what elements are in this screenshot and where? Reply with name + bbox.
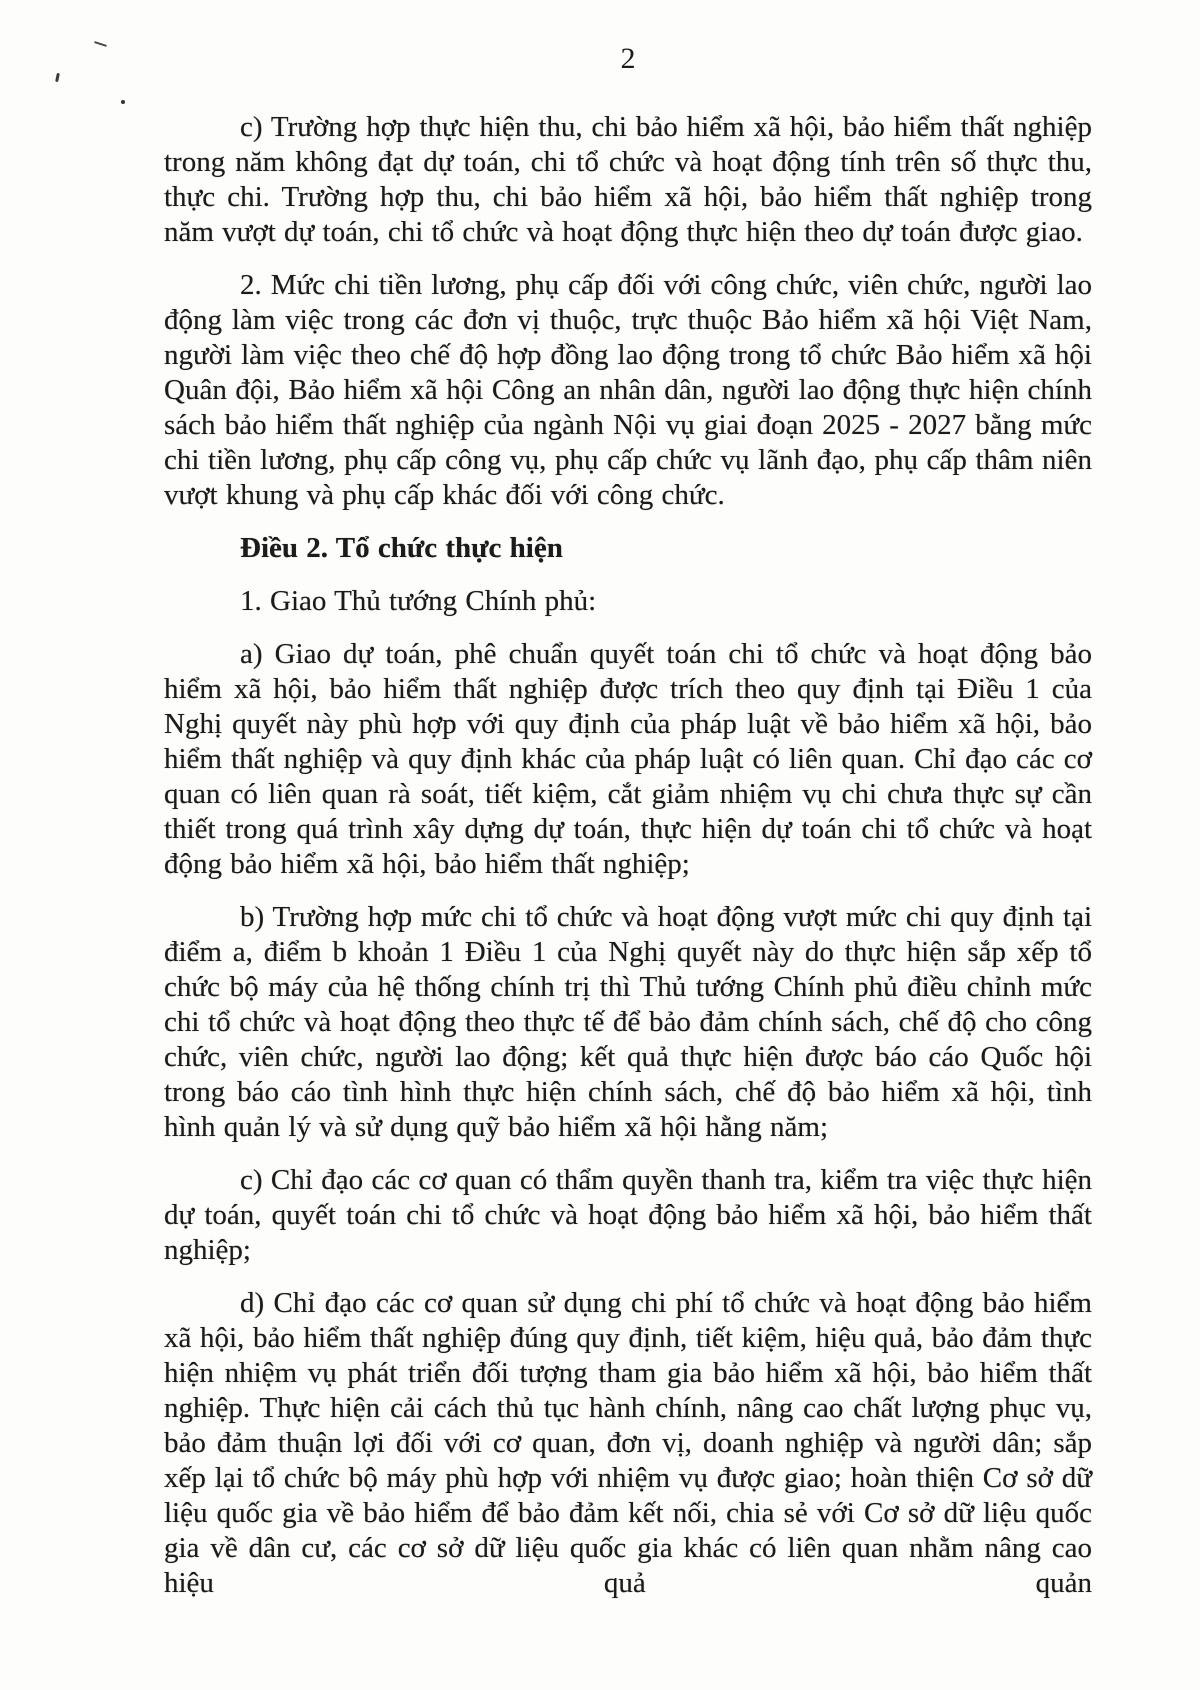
scan-artifact xyxy=(94,41,107,47)
paragraph-article2-point-b: b) Trường hợp mức chi tổ chức và hoạt động vượt mức chi quy định tại điểm a, điểm b khoản 1 Điều 1 của Nghị quyết này do thực hiện sắp xếp tổ chức bộ máy của hệ thống chính trị thì Thủ tướng Chính phủ điều chỉnh mức chi tổ chức và hoạt động theo thực tế để bảo đảm chính sách, chế độ cho công chức, viên chức, người lao động; kết quả thực hiện được báo cáo Quốc hội trong báo cáo tình hình thực hiện chính sách, chế độ bảo hiểm xã hội, tình hình quản lý và sử dụng quỹ bảo hiểm xã hội hằng năm; xyxy=(164,901,1092,1143)
paragraph-article1-point-c: c) Trường hợp thực hiện thu, chi bảo hiểm xã hội, bảo hiểm thất nghiệp trong năm không đạt dự toán, chi tổ chức và hoạt động tính trên số thực thu, thực chi. Trường hợp thu, chi bảo hiểm xã hội, bảo hiểm thất nghiệp trong năm vượt dự toán, chi tổ chức và hoạt động thực hiện theo dự toán được giao. xyxy=(164,111,1092,248)
document-body xyxy=(164,110,1092,1619)
paragraph-article1-clause-2: 2. Mức chi tiền lương, phụ cấp đối với công chức, viên chức, người lao động làm việc trong các đơn vị thuộc, trực thuộc Bảo hiểm xã hội Việt Nam, người làm việc theo chế độ hợp đồng lao động trong tổ chức Bảo hiểm xã hội Quân đội, Bảo hiểm xã hội Công an nhân dân, người lao động thực hiện chính sách bảo hiểm thất nghiệp của ngành Nội vụ giai đoạn 2025 - 2027 bằng mức chi tiền lương, phụ cấp công vụ, phụ cấp chức vụ lãnh đạo, phụ cấp thâm niên vượt khung và phụ cấp khác đối với công chức. xyxy=(164,269,1092,511)
scan-artifact xyxy=(55,73,60,82)
paragraph-article2-point-c: c) Chỉ đạo các cơ quan có thẩm quyền thanh tra, kiểm tra việc thực hiện dự toán, quyết toán chi tổ chức và hoạt động bảo hiểm xã hội, bảo hiểm thất nghiệp; xyxy=(164,1164,1092,1266)
paragraph-article2-point-a: a) Giao dự toán, phê chuẩn quyết toán chi tổ chức và hoạt động bảo hiểm xã hội, bảo hiểm thất nghiệp được trích theo quy định tại Điều 1 của Nghị quyết này phù hợp với quy định của pháp luật về bảo hiểm xã hội, bảo hiểm thất nghiệp và quy định khác của pháp luật có liên quan. Chỉ đạo các cơ quan có liên quan rà soát, tiết kiệm, cắt giảm nhiệm vụ chi chưa thực sự cần thiết trong quá trình xây dựng dự toán, thực hiện dự toán chi tổ chức và hoạt động bảo hiểm xã hội, bảo hiểm thất nghiệp; xyxy=(164,638,1092,880)
scan-artifact xyxy=(121,100,125,104)
paragraph-article2-clause-1: 1. Giao Thủ tướng Chính phủ: xyxy=(240,585,597,617)
page-number: 2 xyxy=(620,42,636,75)
article-2-heading: Điều 2. Tổ chức thực hiện xyxy=(240,532,563,564)
paragraph-article2-point-d: d) Chỉ đạo các cơ quan sử dụng chi phí tổ chức và hoạt động bảo hiểm xã hội, bảo hiểm thất nghiệp đúng quy định, tiết kiệm, hiệu quả, bảo đảm thực hiện nhiệm vụ phát triển đối tượng tham gia bảo hiểm xã hội, bảo hiểm thất nghiệp. Thực hiện cải cách thủ tục hành chính, nâng cao chất lượng phục vụ, bảo đảm thuận lợi đối với cơ quan, đơn vị, doanh nghiệp và người dân; sắp xếp lại tổ chức bộ máy phù hợp với nhiệm vụ được giao; hoàn thiện Cơ sở dữ liệu quốc gia về bảo hiểm để bảo đảm kết nối, chia sẻ với Cơ sở dữ liệu quốc gia về dân cư, các cơ sở dữ liệu quốc gia khác có liên quan nhằm nâng cao hiệu quả quản xyxy=(164,1287,1092,1599)
